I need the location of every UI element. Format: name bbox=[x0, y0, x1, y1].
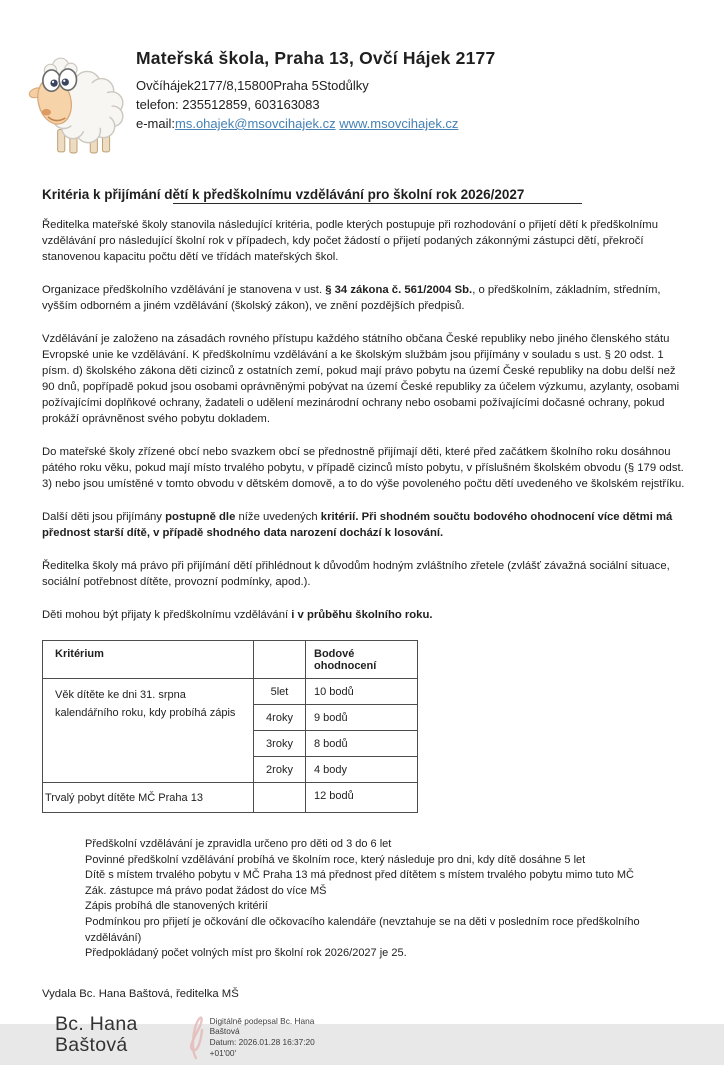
points-value: 8 bodů bbox=[306, 731, 418, 757]
table-row-residence bbox=[43, 783, 418, 813]
signature-name: Bc. Hana Baštová bbox=[55, 1012, 138, 1056]
law-reference: § 34 zákona č. 561/2004 Sb. bbox=[325, 284, 473, 296]
residence-points: 12 bodů bbox=[306, 783, 418, 813]
title-underlined-part: ětí k předškolnímu vzdělávání pro školní rok 2026/2027 bbox=[173, 187, 583, 204]
digital-signature-text: Digitálně podepsal Bc. Hana Baštová Datum: 2026.01.28 16:37:20 +01'00' bbox=[209, 1015, 315, 1058]
digital-signature-block bbox=[55, 1014, 690, 1065]
table-row bbox=[43, 679, 418, 705]
school-phone: telefon: 235512859, 603163083 bbox=[136, 97, 320, 112]
points-value: 9 bodů bbox=[306, 705, 418, 731]
notes-list bbox=[85, 837, 690, 962]
header-points: Bodové ohodnocení bbox=[306, 641, 418, 679]
list-item: Zápis probíhá dle stanovených kritérií bbox=[85, 900, 268, 913]
list-item: Povinné předškolní vzdělávání probíhá ve školním roce, který následuje pro dni, kdy dítě dosáhne 5 let bbox=[85, 853, 586, 866]
paragraph-during-year: Děti mohou být přijaty k předškolnímu vzdělávání i v průběhu školního roku. bbox=[42, 609, 433, 621]
email-label: e-mail: bbox=[136, 116, 176, 131]
list-item: Podmínkou pro přijetí je očkování dle očkovacího kalendáře (nevztahuje se na děti v posledním roce předškolního vzdělávání) bbox=[85, 915, 640, 944]
school-name: Mateřská škola, Praha 13, Ovčí Hájek 2177 bbox=[136, 48, 496, 68]
age-value: 4roky bbox=[254, 705, 306, 731]
list-item: Zák. zástupce má právo podat žádost do více MŠ bbox=[85, 884, 327, 897]
list-item: Předškolní vzdělávání je zpravidla určeno pro děti od 3 do 6 let bbox=[85, 838, 392, 850]
website-link[interactable]: www.msovcihajek.cz bbox=[339, 116, 459, 131]
school-contact-line bbox=[136, 114, 495, 133]
age-value: 5let bbox=[254, 679, 306, 705]
residence-empty bbox=[254, 783, 306, 813]
issued-by-line: Vydala Bc. Hana Baštová, ředitelka MŠ bbox=[42, 987, 239, 1000]
school-address: Ovčíhájek2177/8,15800Praha 5Stodůlky bbox=[136, 78, 369, 93]
letterhead bbox=[0, 0, 724, 161]
points-value: 10 bodů bbox=[306, 679, 418, 705]
list-item: Předpokládaný počet volných míst pro školní rok 2026/2027 je 25. bbox=[85, 947, 407, 960]
header-criterium: Kritérium bbox=[43, 641, 254, 679]
signature-flourish-icon bbox=[182, 1014, 204, 1065]
paragraph-criteria-order: Další děti jsou přijímány postupně dle níže uvedených kritérií. Při shodném součtu bodového ohodnocení více dětmi má přednost starší dítě, v případě shodného data narození dochází k losování. bbox=[42, 511, 673, 539]
email-link[interactable]: ms.ohajek@msovcihajek.cz bbox=[175, 116, 336, 131]
age-criterion-cell: Věk dítěte ke dni 31. srpna kalendářního roku, kdy probíhá zápis bbox=[43, 679, 254, 783]
sheep-logo-icon bbox=[26, 48, 128, 161]
paragraph-intro: Ředitelka mateřské školy stanovila následující kritéria, podle kterých postupuje při rozhodování o přijetí dětí k předškolnímu vzdělávání pro následující školní rok v případech, kdy počet žádostí o přijetí podaných zákonnými zástupci dětí, překročí stanovenou kapacitu počtu dětí ve třídách mateřských škol. bbox=[42, 219, 658, 263]
paragraph-special-consideration: Ředitelka školy má právo při přijímání dětí přihlédnout k důvodům hodným zvláštního zřetele (zvlášť závažná sociální situace, sociální potřebnost dítěte, provozní podmínky, apod.). bbox=[42, 560, 670, 588]
title-plain-part: Kritéria k přijímání d bbox=[42, 187, 173, 202]
paragraph-equal-access: Vzdělávání je založeno na zásadách rovného přístupu každého státního občana České republiky nebo jiného členského státu Evropské unie ke vzdělávání. K předškolnímu vzdělávání a ke školským službám jsou přijímány v souladu s ust. § 20 odst. 1 písm. d) školského zákona děti cizinců z ostatních zemí, pokud mají právo pobytu na území České republiky na dobu delší než 90 dnů, popřípadě pokud jsou osobami oprávněnými pobývat na území České republiky za účelem výzkumu, azylanty, osobami požívajícími doplňkové ochrany, žadateli o udělení mezinárodní ochrany nebo osobami požívajícími dočasné ochrany, pokud prokáží oprávněnost svého pobytu dokladem. bbox=[42, 333, 680, 425]
age-value: 3roky bbox=[254, 731, 306, 757]
residence-label: Trvalý pobyt dítěte MČ Praha 13 bbox=[43, 783, 254, 813]
list-item: Dítě s místem trvalého pobytu v MČ Praha 13 má přednost před dítětem s místem trvalého pobytu mimo tuto MČ bbox=[85, 869, 635, 882]
criteria-table bbox=[42, 640, 418, 813]
document-title bbox=[42, 187, 690, 202]
points-value: 4 body bbox=[306, 757, 418, 783]
age-value: 2roky bbox=[254, 757, 306, 783]
paragraph-law: Organizace předškolního vzdělávání je stanovena v ust. § 34 zákona č. 561/2004 Sb., o předškolním, základním, středním, vyšším odborném a jiném vzdělávání (školský zákon), ve znění pozdějších předpisů. bbox=[42, 284, 661, 312]
header-empty bbox=[254, 641, 306, 679]
table-header-row bbox=[43, 641, 418, 679]
letterhead-text bbox=[136, 46, 495, 133]
document-body bbox=[0, 161, 724, 1065]
paragraph-priority: Do mateřské školy zřízené obcí nebo svazkem obcí se přednostně přijímají děti, které před začátkem školního roku dosáhnou pátého roku věku, pokud mají místo trvalého pobytu, v případě cizinců místo pobytu, v příslušném školském obvodu (§ 179 odst. 3) nebo jsou umístěné v tomto obvodu v dětském domově, a to do výše povoleného počtu dětí uvedeného ve školském rejstříku. bbox=[42, 446, 685, 490]
